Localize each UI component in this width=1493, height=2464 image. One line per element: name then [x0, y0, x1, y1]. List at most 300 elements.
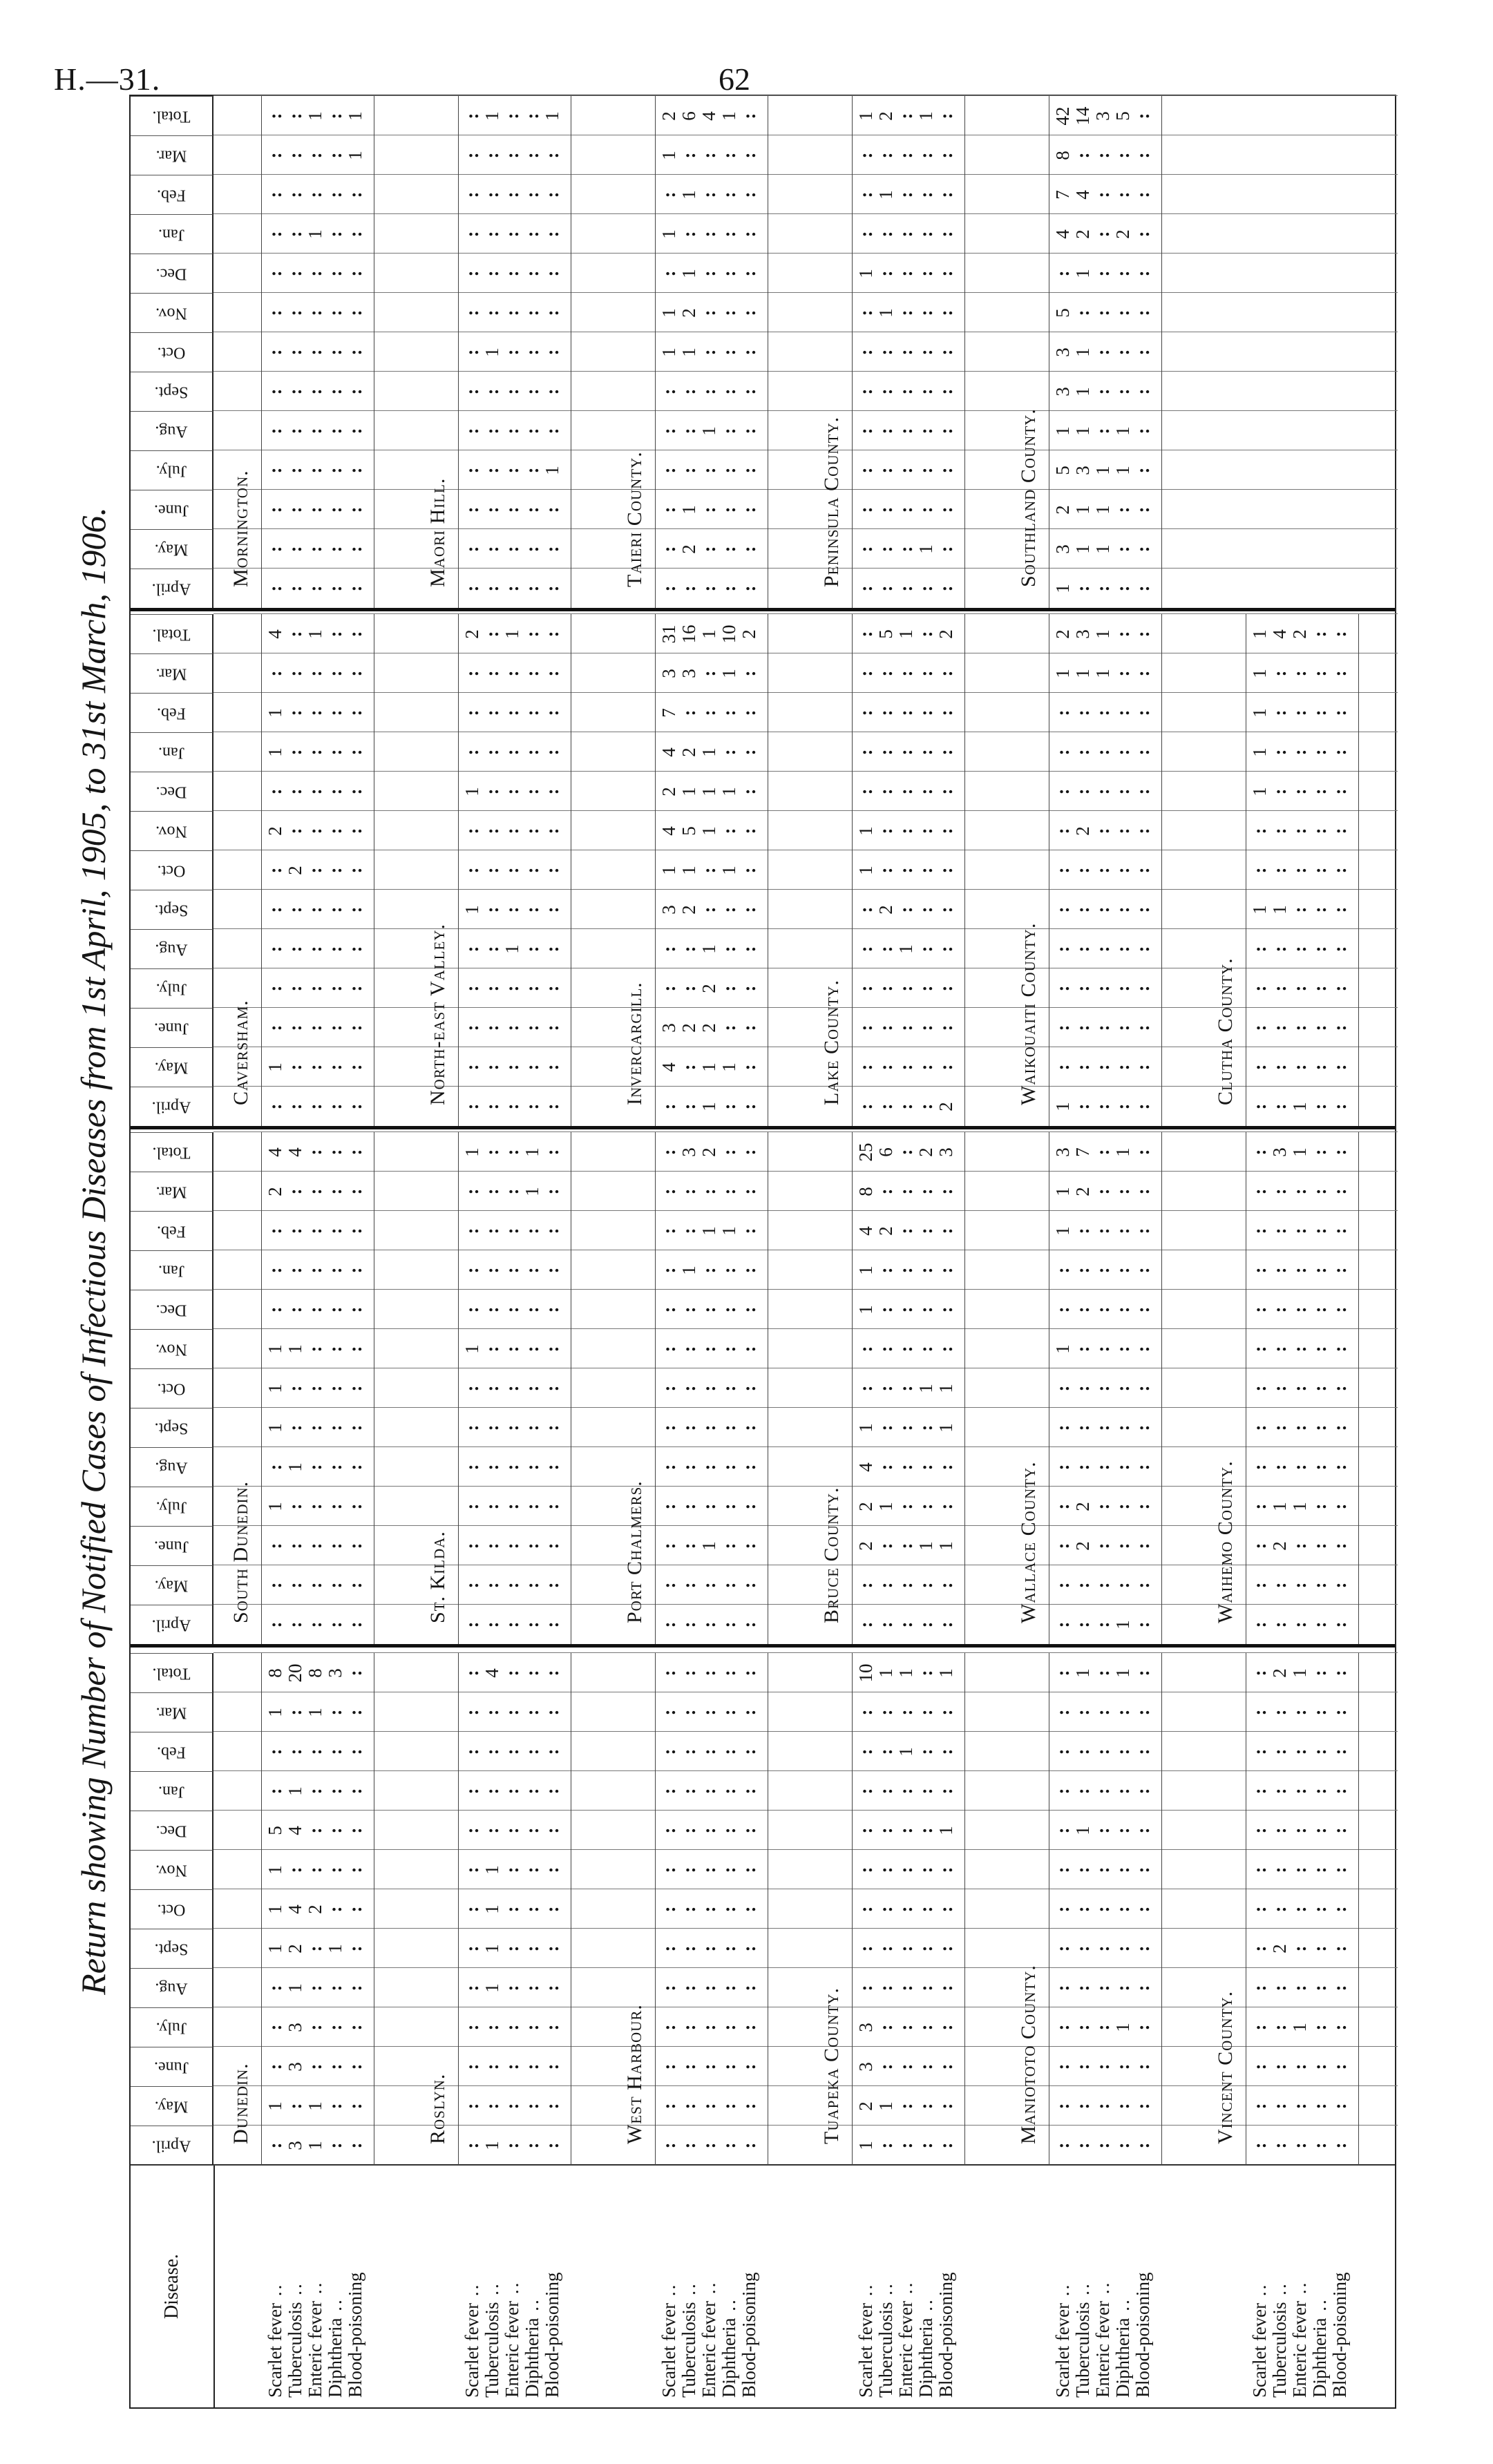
count-cell: : — [1329, 985, 1350, 992]
count-cell: : — [285, 270, 305, 277]
count-cell: : — [265, 1024, 285, 1031]
count-cell: 1 — [719, 669, 739, 678]
count-cell: : — [522, 1709, 542, 1716]
month-header — [131, 214, 213, 254]
count-cell: : — [1092, 1788, 1113, 1795]
count-cell: 1 — [305, 2101, 325, 2111]
count-cell: : — [542, 1748, 562, 1755]
count-cell: : — [502, 1064, 522, 1071]
count-cell: : — [875, 1024, 896, 1031]
count-cell: : — [1249, 1670, 1270, 1677]
count-cell: : — [678, 1306, 699, 1313]
count-cell: : — [855, 709, 876, 716]
count-cell: : — [678, 1906, 699, 1913]
count-cell: 4 — [855, 1462, 876, 1472]
count-cell: : — [1269, 1709, 1290, 1716]
count-cell: : — [658, 1188, 679, 1195]
count-cell: 1 — [1072, 1668, 1093, 1678]
group-rule — [964, 614, 965, 1126]
count-cell: : — [542, 1267, 562, 1274]
count-cell: : — [1112, 1228, 1133, 1234]
leader-dots: .. — [1112, 2298, 1133, 2318]
count-cell: : — [542, 1385, 562, 1392]
count-cell: : — [698, 1503, 719, 1510]
count-cell: 1 — [855, 866, 876, 875]
count-cell: : — [1132, 1464, 1153, 1471]
disease-label — [876, 2282, 896, 2398]
count-cell: : — [875, 349, 896, 356]
count-cell: : — [325, 546, 345, 553]
count-cell: : — [915, 1788, 936, 1795]
count-cell: : — [698, 1748, 719, 1755]
count-cell: : — [1249, 2103, 1270, 2110]
count-cell: : — [1269, 946, 1290, 953]
count-cell: : — [522, 1464, 542, 1471]
count-cell: : — [462, 1621, 482, 1628]
count-cell: : — [1269, 1064, 1290, 1071]
count-cell: 25 — [855, 1143, 876, 1162]
month-header — [131, 1250, 213, 1290]
month-header — [131, 1889, 213, 1929]
count-cell: : — [1329, 1621, 1350, 1628]
count-cell: : — [305, 2063, 325, 2070]
count-cell: : — [285, 1748, 305, 1755]
count-cell: : — [1249, 1267, 1270, 1274]
count-cell: : — [325, 152, 345, 159]
count-cell: : — [915, 1188, 936, 1195]
disease-label — [542, 2272, 562, 2398]
count-cell: 1 — [1249, 669, 1270, 678]
month-block-1 — [131, 1648, 1395, 2166]
month-header — [131, 1172, 213, 1211]
count-cell: : — [915, 1670, 936, 1677]
count-cell: : — [305, 585, 325, 592]
count-cell: : — [875, 1866, 896, 1873]
count-cell: : — [1112, 2142, 1133, 2149]
count-cell: : — [1052, 867, 1073, 874]
count-cell: : — [462, 1543, 482, 1549]
count-cell: : — [1052, 709, 1073, 716]
count-cell: 1 — [502, 629, 522, 639]
count-cell: : — [739, 1064, 759, 1071]
count-cell: : — [1289, 1543, 1310, 1549]
count-cell: : — [739, 1788, 759, 1795]
count-cell: : — [502, 191, 522, 198]
count-cell: : — [698, 309, 719, 316]
disease-label-group — [1053, 2166, 1153, 2407]
count-cell: 2 — [305, 1904, 325, 1914]
count-cell: : — [1052, 2142, 1073, 2149]
count-cell: 3 — [1072, 466, 1093, 475]
disease-name: Scarlet fever — [1249, 2302, 1270, 2398]
count-cell: : — [855, 1709, 876, 1716]
count-cell: : — [915, 631, 936, 638]
count-cell: : — [325, 1103, 345, 1110]
count-cell: 1 — [698, 1062, 719, 1072]
count-cell: : — [345, 388, 365, 395]
count-cell: : — [1289, 2142, 1310, 2149]
count-cell: : — [345, 270, 365, 277]
count-cell: 3 — [678, 669, 699, 678]
count-cell: : — [895, 2103, 916, 2110]
count-cell: 10 — [719, 624, 739, 644]
count-cell: : — [482, 670, 502, 677]
count-cell: 1 — [1112, 1668, 1133, 1678]
count-cell: : — [719, 1385, 739, 1392]
count-cell: : — [739, 506, 759, 513]
count-cell: : — [1052, 1464, 1073, 1471]
month-label: Oct. — [157, 343, 186, 362]
count-cell: : — [875, 1103, 896, 1110]
column-rule — [213, 928, 1398, 929]
count-cell: 1 — [719, 866, 739, 875]
count-cell: : — [739, 709, 759, 716]
count-cell: : — [935, 506, 956, 513]
count-cell: : — [1092, 585, 1113, 592]
month-header — [131, 1653, 213, 1692]
disease-name: Scarlet fever — [855, 2302, 876, 2398]
count-cell: 1 — [855, 269, 876, 278]
count-cell: : — [285, 231, 305, 238]
count-cell: : — [522, 1906, 542, 1913]
disease-label — [345, 2272, 365, 2398]
count-cell: : — [285, 467, 305, 474]
count-cell: : — [325, 191, 345, 198]
count-cell: : — [935, 1064, 956, 1071]
count-cell: : — [502, 1385, 522, 1392]
leader-dots: .. — [658, 2282, 679, 2303]
count-cell: : — [719, 709, 739, 716]
count-cell: : — [1329, 1149, 1350, 1156]
count-cell: : — [875, 709, 896, 716]
disease-name: Diphtheria — [522, 2318, 542, 2398]
count-cell: 1 — [935, 1541, 956, 1551]
count-cell: : — [502, 428, 522, 434]
count-cell: : — [1249, 1621, 1270, 1628]
count-cell: : — [305, 1788, 325, 1795]
count-cell: : — [1132, 1064, 1153, 1071]
count-cell: : — [1329, 2142, 1350, 2149]
count-cell: : — [915, 1709, 936, 1716]
count-cell: : — [1112, 670, 1133, 677]
count-cell: : — [875, 1346, 896, 1353]
count-cell: : — [285, 828, 305, 834]
count-cell: : — [1249, 1788, 1270, 1795]
count-cell: 4 — [698, 111, 719, 121]
disease-name: Diphtheria — [325, 2318, 345, 2398]
count-cell: : — [482, 631, 502, 638]
count-cell: : — [1249, 1064, 1270, 1071]
count-cell: : — [325, 2142, 345, 2149]
district-rule — [261, 96, 262, 608]
district-rule — [458, 614, 459, 1126]
month-label: Jan. — [158, 225, 184, 244]
count-cell: : — [502, 1464, 522, 1471]
district-rule — [852, 1132, 853, 1644]
disease-name: Blood-poisoning — [345, 2272, 365, 2398]
count-cell: 1 — [1112, 466, 1133, 475]
count-cell: : — [1092, 1670, 1113, 1677]
disease-label — [482, 2282, 502, 2398]
count-cell: : — [915, 585, 936, 592]
count-cell: : — [1112, 1827, 1133, 1834]
count-cell: : — [522, 1827, 542, 1834]
month-block-4 — [131, 93, 1395, 611]
count-cell: 1 — [522, 1147, 542, 1157]
count-cell: : — [482, 985, 502, 992]
count-cell: : — [719, 1670, 739, 1677]
count-cell: : — [658, 1267, 679, 1274]
count-cell: 4 — [855, 1226, 876, 1236]
count-cell: : — [1092, 2024, 1113, 2031]
count-cell: : — [739, 2063, 759, 2070]
count-cell: : — [895, 1985, 916, 1992]
month-label: Dec. — [155, 1301, 187, 1319]
count-cell: 1 — [855, 1266, 876, 1275]
count-cell: : — [739, 1866, 759, 1873]
count-cell: : — [855, 985, 876, 992]
count-cell: : — [1112, 349, 1133, 356]
count-cell: : — [345, 585, 365, 592]
leader-dots: .. — [1309, 2298, 1330, 2318]
month-label: Jan. — [158, 743, 184, 762]
count-cell: 1 — [345, 111, 365, 121]
count-cell: : — [698, 1709, 719, 1716]
count-cell: : — [265, 1228, 285, 1234]
count-cell: : — [305, 1748, 325, 1755]
month-label: Jan. — [158, 1261, 184, 1280]
count-cell: : — [855, 946, 876, 953]
count-cell: : — [1309, 1103, 1330, 1110]
column-rule — [213, 1928, 1398, 1929]
count-cell: : — [502, 270, 522, 277]
count-cell: : — [265, 1543, 285, 1549]
count-cell: : — [325, 585, 345, 592]
count-cell: : — [1072, 1906, 1093, 1913]
count-cell: : — [915, 1346, 936, 1353]
month-header — [131, 2047, 213, 2086]
count-cell: : — [542, 1188, 562, 1195]
count-cell: : — [325, 788, 345, 795]
count-cell: : — [305, 270, 325, 277]
count-cell: : — [265, 2063, 285, 2070]
count-cell: : — [1269, 670, 1290, 677]
count-cell: 1 — [462, 1147, 482, 1157]
count-cell: : — [522, 585, 542, 592]
count-cell: : — [542, 1582, 562, 1589]
disease-label — [325, 2298, 345, 2398]
count-cell: : — [1092, 1543, 1113, 1549]
count-cell: : — [522, 1064, 542, 1071]
month-header — [131, 1811, 213, 1850]
count-cell: 5 — [875, 629, 896, 639]
count-cell: : — [698, 2103, 719, 2110]
district-name: Taieri County. — [623, 451, 646, 587]
count-cell: : — [345, 1709, 365, 1716]
count-cell: : — [482, 191, 502, 198]
count-cell: : — [1309, 1306, 1330, 1313]
count-cell: : — [462, 191, 482, 198]
district-name: Clutha County. — [1214, 957, 1237, 1105]
disease-label-group — [462, 2166, 562, 2407]
count-cell: 1 — [1269, 905, 1290, 915]
count-cell: : — [305, 1464, 325, 1471]
count-cell: : — [502, 1024, 522, 1031]
count-cell: : — [915, 906, 936, 913]
count-cell: : — [1309, 1827, 1330, 1834]
count-cell: : — [305, 1827, 325, 1834]
count-cell: : — [542, 1103, 562, 1110]
count-cell: : — [542, 1670, 562, 1677]
count-cell: 3 — [325, 1668, 345, 1678]
count-cell: 1 — [678, 787, 699, 796]
count-cell: : — [1309, 1709, 1330, 1716]
count-cell: : — [522, 1024, 542, 1031]
count-cell: : — [265, 1582, 285, 1589]
count-cell: : — [542, 867, 562, 874]
group-rule — [1358, 1132, 1359, 1644]
count-cell: : — [1309, 749, 1330, 756]
count-cell: 1 — [698, 1102, 719, 1111]
count-cell: : — [345, 349, 365, 356]
count-cell: : — [1052, 985, 1073, 992]
count-cell: 1 — [935, 1668, 956, 1678]
count-cell: : — [698, 546, 719, 553]
count-cell: : — [502, 152, 522, 159]
count-cell: : — [1329, 867, 1350, 874]
count-cell: : — [462, 1748, 482, 1755]
count-cell: : — [1249, 946, 1270, 953]
count-cell: : — [1112, 2103, 1133, 2110]
column-rule — [213, 889, 1398, 890]
count-cell: 2 — [1072, 1187, 1093, 1196]
count-cell: : — [542, 1464, 562, 1471]
count-cell: 1 — [1249, 708, 1270, 718]
count-cell: : — [462, 1267, 482, 1274]
count-cell: : — [658, 1228, 679, 1234]
count-cell: 7 — [1052, 190, 1073, 200]
count-cell: : — [935, 1024, 956, 1031]
count-cell: : — [1329, 1424, 1350, 1431]
disease-label — [1250, 2283, 1270, 2398]
count-cell: 7 — [1072, 1147, 1093, 1157]
count-cell: : — [1092, 1709, 1113, 1716]
month-header — [131, 1929, 213, 1968]
count-cell: : — [542, 1621, 562, 1628]
count-cell: 1 — [935, 1826, 956, 1835]
count-cell: : — [895, 1064, 916, 1071]
count-cell: : — [1132, 467, 1153, 474]
count-cell: : — [1132, 2103, 1153, 2110]
count-cell: 1 — [719, 787, 739, 796]
count-cell: : — [1092, 270, 1113, 277]
count-cell: : — [1249, 1866, 1270, 1873]
count-cell: 1 — [678, 347, 699, 357]
count-cell: 1 — [542, 466, 562, 475]
count-cell: : — [1289, 670, 1310, 677]
count-cell: : — [1132, 1906, 1153, 1913]
count-cell: 1 — [1249, 629, 1270, 639]
count-cell: : — [1132, 1866, 1153, 1873]
count-cell: : — [875, 1788, 896, 1795]
count-cell: : — [305, 1985, 325, 1992]
count-cell: 6 — [678, 111, 699, 121]
count-cell: : — [915, 788, 936, 795]
disease-name: Blood-poisoning — [739, 2272, 759, 2398]
disease-label-group — [265, 2166, 365, 2407]
count-cell: : — [855, 1385, 876, 1392]
count-cell: : — [482, 1464, 502, 1471]
disease-label — [1053, 2283, 1073, 2398]
count-cell: : — [522, 2063, 542, 2070]
count-cell: : — [895, 1188, 916, 1195]
count-cell: 10 — [855, 1663, 876, 1683]
count-cell: : — [875, 867, 896, 874]
count-cell: 1 — [658, 229, 679, 239]
count-cell: : — [305, 1346, 325, 1353]
count-cell: : — [345, 709, 365, 716]
count-cell: : — [1329, 1306, 1350, 1313]
count-cell: : — [1092, 1024, 1113, 1031]
month-label: Total. — [152, 107, 191, 126]
count-cell: : — [285, 2103, 305, 2110]
count-cell: : — [1092, 1621, 1113, 1628]
count-cell: : — [265, 191, 285, 198]
month-label: Total. — [152, 625, 191, 644]
count-cell: : — [658, 585, 679, 592]
count-cell: 2 — [698, 1023, 719, 1033]
district-name: North-east Valley. — [426, 924, 449, 1105]
count-cell: : — [305, 191, 325, 198]
count-cell: : — [658, 946, 679, 953]
count-cell: : — [482, 585, 502, 592]
count-cell: : — [1309, 631, 1330, 638]
count-cell: : — [502, 1866, 522, 1873]
count-cell: : — [719, 506, 739, 513]
count-cell: : — [935, 270, 956, 277]
count-cell: : — [678, 1064, 699, 1071]
month-header — [131, 1771, 213, 1811]
district-name: Caversham. — [229, 1000, 252, 1105]
count-cell: : — [719, 2063, 739, 2070]
column-rule — [213, 371, 1398, 372]
count-cell: : — [658, 1464, 679, 1471]
count-cell: 2 — [1289, 629, 1310, 639]
count-cell: : — [678, 1866, 699, 1873]
count-cell: : — [542, 631, 562, 638]
count-cell: : — [698, 1188, 719, 1195]
rotated-table-area — [66, 93, 1399, 2409]
count-cell: 4 — [658, 747, 679, 757]
column-rule — [213, 1652, 1398, 1653]
count-cell: 1 — [482, 1944, 502, 1954]
count-cell: : — [678, 1543, 699, 1549]
count-cell: : — [1309, 1149, 1330, 1156]
count-cell: : — [265, 388, 285, 395]
count-cell: : — [658, 467, 679, 474]
count-cell: : — [875, 788, 896, 795]
district-name: Invercargill. — [623, 982, 646, 1105]
count-cell: : — [1329, 631, 1350, 638]
leader-dots: .. — [522, 2298, 542, 2318]
count-cell: 1 — [305, 629, 325, 639]
count-cell: : — [1052, 788, 1073, 795]
group-rule — [1358, 614, 1359, 1126]
count-cell: : — [719, 1709, 739, 1716]
count-cell: : — [285, 1228, 305, 1234]
count-cell: : — [1112, 788, 1133, 795]
count-cell: : — [935, 1621, 956, 1628]
